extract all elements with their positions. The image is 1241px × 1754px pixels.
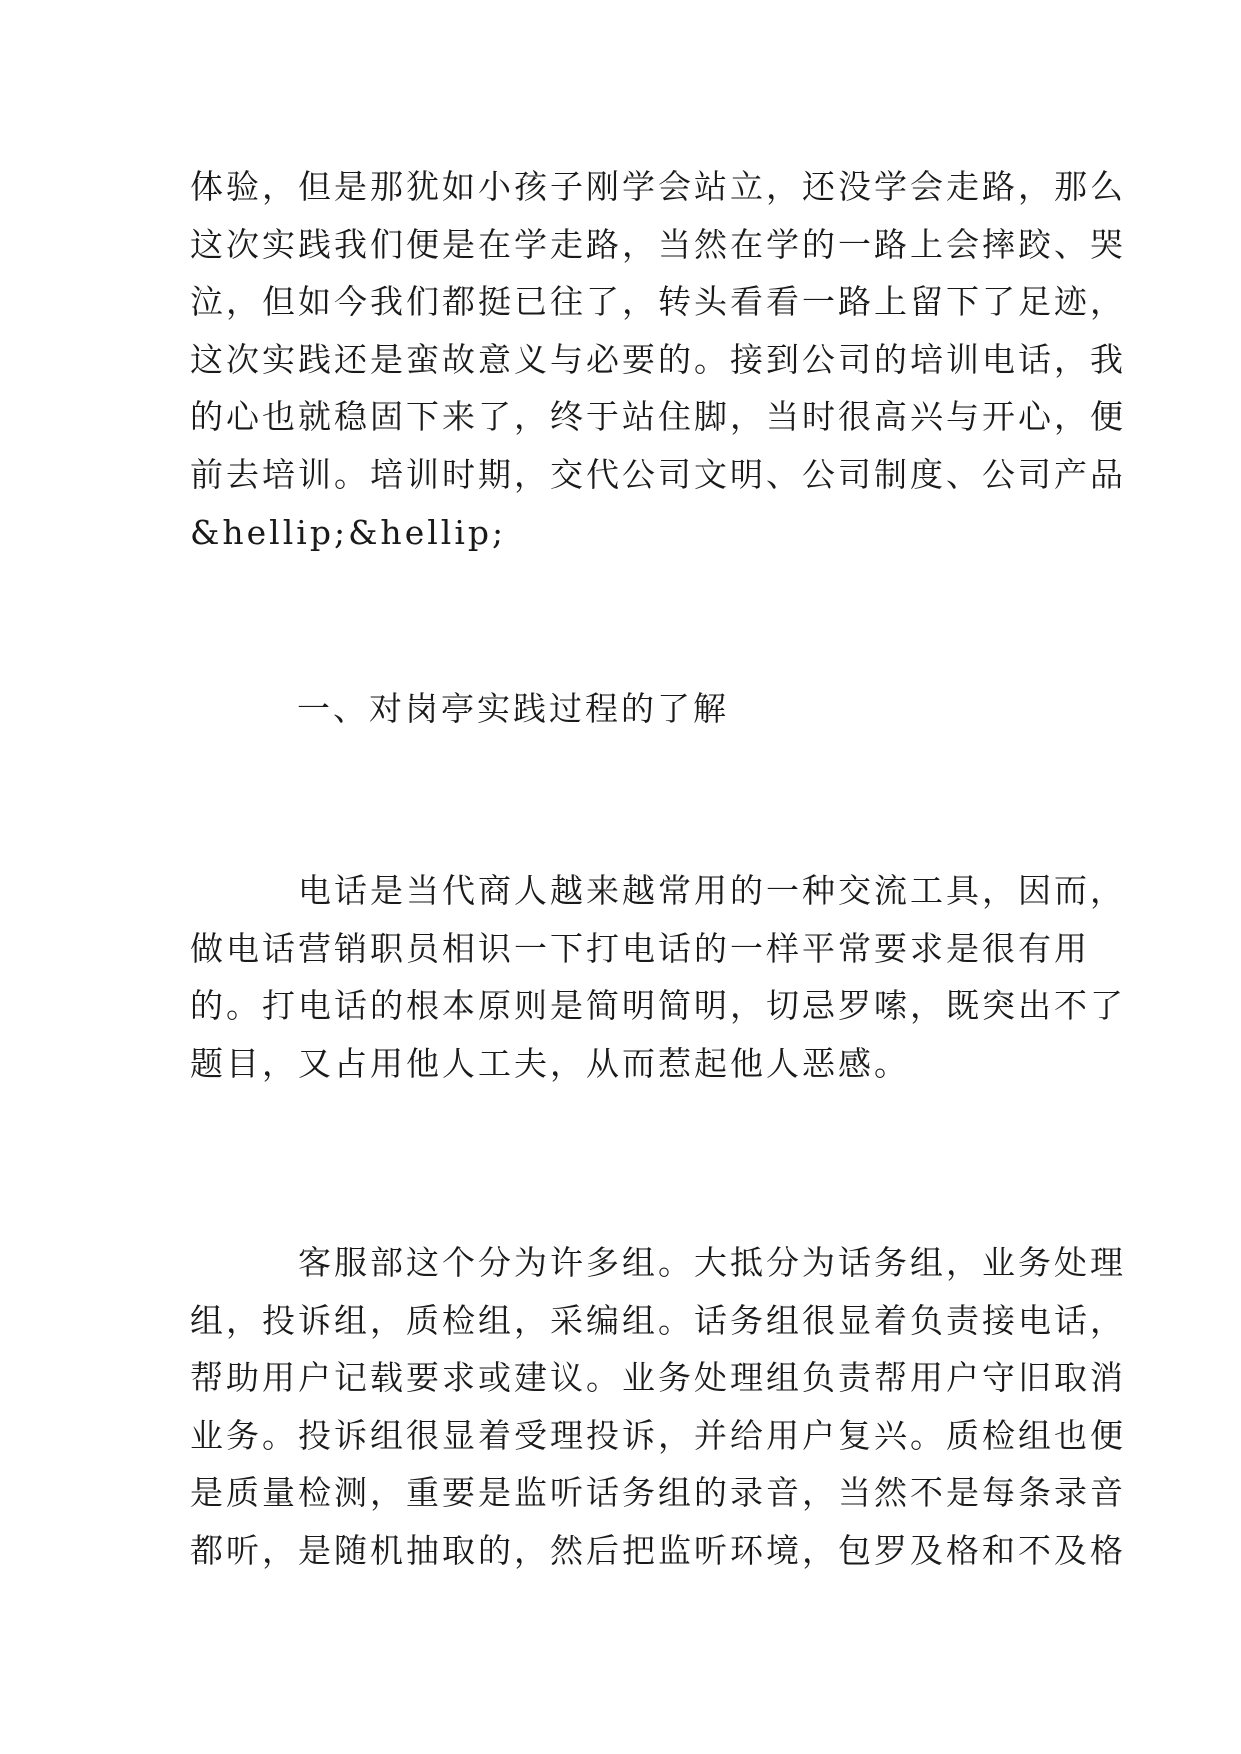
text-line: &hellip;&hellip;: [190, 512, 507, 552]
text-line: 做电话营销职员相识一下打电话的一样平常要求是很有用: [190, 928, 1090, 968]
paragraph-3: [190, 1234, 1126, 1580]
text-line: 组，投诉组，质检组，采编组。话务组很显着负责接电话，: [190, 1300, 1126, 1340]
text-line: 业务。投诉组很显着受理投诉，并给用户复兴。质检组也便: [190, 1415, 1126, 1455]
text-line: 的。打电话的根本原则是简明简明，切忌罗嗦，既突出不了: [190, 986, 1126, 1026]
text-line: 题目，又占用他人工夫，从而惹起他人恶感。: [190, 1043, 910, 1083]
text-line: 客服部这个分为许多组。大抵分为话务组，业务处理: [298, 1243, 1126, 1282]
text-line: 帮助用户记载要求或建议。业务处理组负责帮用户守旧取消: [190, 1358, 1126, 1398]
paragraph-1: [190, 158, 1126, 561]
text-line: 是质量检测，重要是监听话务组的录音，当然不是每条录音: [190, 1473, 1126, 1513]
paragraph-2: [190, 862, 1126, 1092]
section-heading-text: 一、对岗亭实践过程的了解: [297, 689, 729, 728]
text-line: 体验，但是那犹如小孩子刚学会站立，还没学会走路，那么: [190, 167, 1126, 206]
text-line: 这次实践我们便是在学走路，当然在学的一路上会摔跤、哭: [190, 224, 1126, 264]
text-line: 电话是当代商人越来越常用的一种交流工具，因而，: [298, 871, 1126, 910]
section-heading: [297, 680, 997, 738]
text-line: 的心也就稳固下来了，终于站住脚，当时很高兴与开心，便: [190, 397, 1126, 437]
text-line: 都听，是随机抽取的，然后把监听环境，包罗及格和不及格: [190, 1530, 1126, 1570]
text-line: 泣，但如今我们都挺已往了，转头看看一路上留下了足迹，: [190, 282, 1126, 322]
text-line: 这次实践还是蛮故意义与必要的。接到公司的培训电话，我: [190, 339, 1126, 379]
text-line: 前去培训。培训时期，交代公司文明、公司制度、公司产品: [190, 454, 1126, 494]
